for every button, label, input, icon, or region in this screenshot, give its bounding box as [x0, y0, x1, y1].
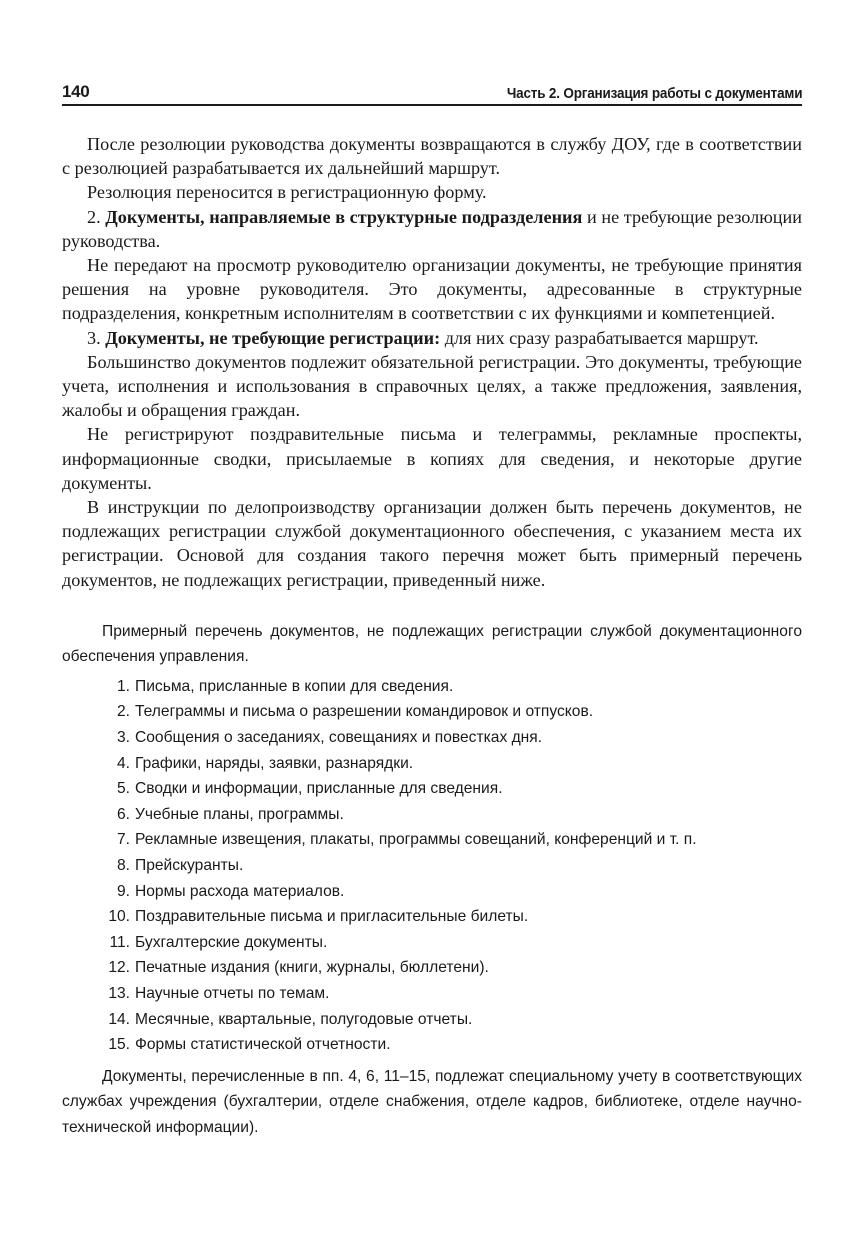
list-item-number: 13.: [108, 984, 130, 1002]
paragraph: Резолюция переносится в регистрационную форму.: [87, 182, 487, 203]
paragraph: Не регистрируют поздравительные письма и телеграммы, рекламные проспекты, информационные сводки, присылаемые в копиях для сведения, и некоторые другие документы.: [62, 424, 802, 493]
list-item-number: 2.: [116, 703, 130, 721]
closing-note: [62, 1064, 802, 1141]
list-item: [62, 981, 802, 1007]
list-item-text: Формы статистической отчетности.: [135, 1036, 391, 1054]
item-number: 3.: [87, 327, 106, 348]
list-item: [62, 879, 802, 905]
paragraph-rest: и не требующие резолюции руководства.: [62, 206, 802, 251]
list-item-number: 10.: [108, 908, 130, 926]
list-item: [62, 725, 802, 751]
list-item-text: Печатные издания (книги, журналы, бюллетени).: [135, 959, 489, 977]
list-item-number: 4.: [116, 754, 130, 772]
list-item: [62, 930, 802, 956]
list-item: [62, 904, 802, 930]
list-item-number: 7.: [116, 831, 130, 849]
list-item-text: Письма, присланные в копии для сведения.: [135, 677, 454, 695]
list-item-number: 1.: [116, 677, 130, 695]
paragraph: После резолюции руководства документы возвращаются в службу ДОУ, где в соответствии с резолюцией разрабатывается их дальнейший маршрут.: [62, 134, 802, 179]
list-item-text: Сообщения о заседаниях, совещаниях и повестках дня.: [135, 729, 543, 747]
list-item-number: 6.: [116, 805, 130, 823]
page-header: [62, 78, 802, 106]
list-item-number: 8.: [116, 857, 130, 875]
list-item-number: 3.: [116, 729, 130, 747]
list-intro: [62, 619, 802, 670]
list-item: [62, 776, 802, 802]
list-item-text: Научные отчеты по темам.: [135, 984, 330, 1002]
list-item-text: Сводки и информации, присланные для сведения.: [135, 780, 503, 798]
bold-term: Документы, направляемые в структурные подразделения: [105, 206, 583, 227]
list-item: [62, 674, 802, 700]
list-item-text: Месячные, квартальные, полугодовые отчеты.: [135, 1010, 473, 1028]
paragraph-rest: для них сразу разрабатывается маршрут.: [440, 327, 759, 348]
list-item-text: Бухгалтерские документы.: [135, 933, 328, 951]
list-item: [62, 1032, 802, 1058]
book-page: [62, 78, 802, 1140]
list-item-number: 9.: [116, 882, 130, 900]
list-item-number: 15.: [108, 1036, 130, 1054]
running-title: Часть 2. Организация работы с документами: [506, 85, 802, 102]
list-item-text: Учебные планы, программы.: [135, 805, 344, 823]
list-item-text: Нормы расхода материалов.: [135, 882, 345, 900]
list-item-number: 11.: [109, 933, 130, 951]
item-number: 2.: [87, 206, 106, 227]
list-item: [62, 1007, 802, 1033]
list-item-number: 5.: [116, 780, 130, 798]
document-list: [62, 674, 802, 1058]
list-item: [62, 853, 802, 879]
paragraph: Не передают на просмотр руководителю организации документы, не требующие принятия решения на уровне руководителя. Это документы, адресованные в структурные подразделения, конкретным исполнителям в соответствии с их функциями и компетенцией.: [62, 255, 802, 324]
list-item-text: Рекламные извещения, плакаты, программы совещаний, конференций и т. п.: [135, 831, 697, 849]
list-item: [62, 955, 802, 981]
list-item: [62, 751, 802, 777]
closing-text: Документы, перечисленные в пп. 4, 6, 11–15, подлежат специальному учету в соответствующих службах учреждения (бухгалтерии, отделе снабжения, отделе кадров, библиотеке, отделе научно-технической информации).: [62, 1067, 802, 1136]
paragraph: Большинство документов подлежит обязательной регистрации. Это документы, требующие учета, исполнения и использования в справочных целях, а также предложения, заявления, жалобы и обращения граждан.: [62, 351, 802, 421]
list-item: [62, 827, 802, 853]
list-item-text: Поздравительные письма и пригласительные билеты.: [135, 908, 529, 926]
paragraph: В инструкции по делопроизводству организации должен быть перечень документов, не подлежащих регистрации службой документационного обеспечения, с указанием места их регистрации. Основой для создания такого перечня может быть примерный перечень документов, не подлежащих регистрации, приведенный ниже.: [62, 497, 802, 590]
list-item: [62, 699, 802, 725]
list-intro-text: Примерный перечень документов, не подлежащих регистрации службой документационного обеспечения управления.: [62, 622, 802, 666]
list-item-text: Телеграммы и письма о разрешении командировок и отпусков.: [135, 703, 594, 721]
list-item-number: 14.: [108, 1010, 130, 1028]
main-text: [62, 132, 802, 592]
paragraph: [62, 205, 802, 253]
page-number: 140: [62, 82, 90, 101]
paragraph: [62, 326, 802, 350]
list-item: [62, 802, 802, 828]
bold-term: Документы, не требующие регистрации:: [105, 327, 441, 348]
list-item-text: Графики, наряды, заявки, разнарядки.: [135, 754, 414, 772]
list-item-number: 12.: [108, 959, 130, 977]
list-item-text: Прейскуранты.: [135, 857, 244, 875]
